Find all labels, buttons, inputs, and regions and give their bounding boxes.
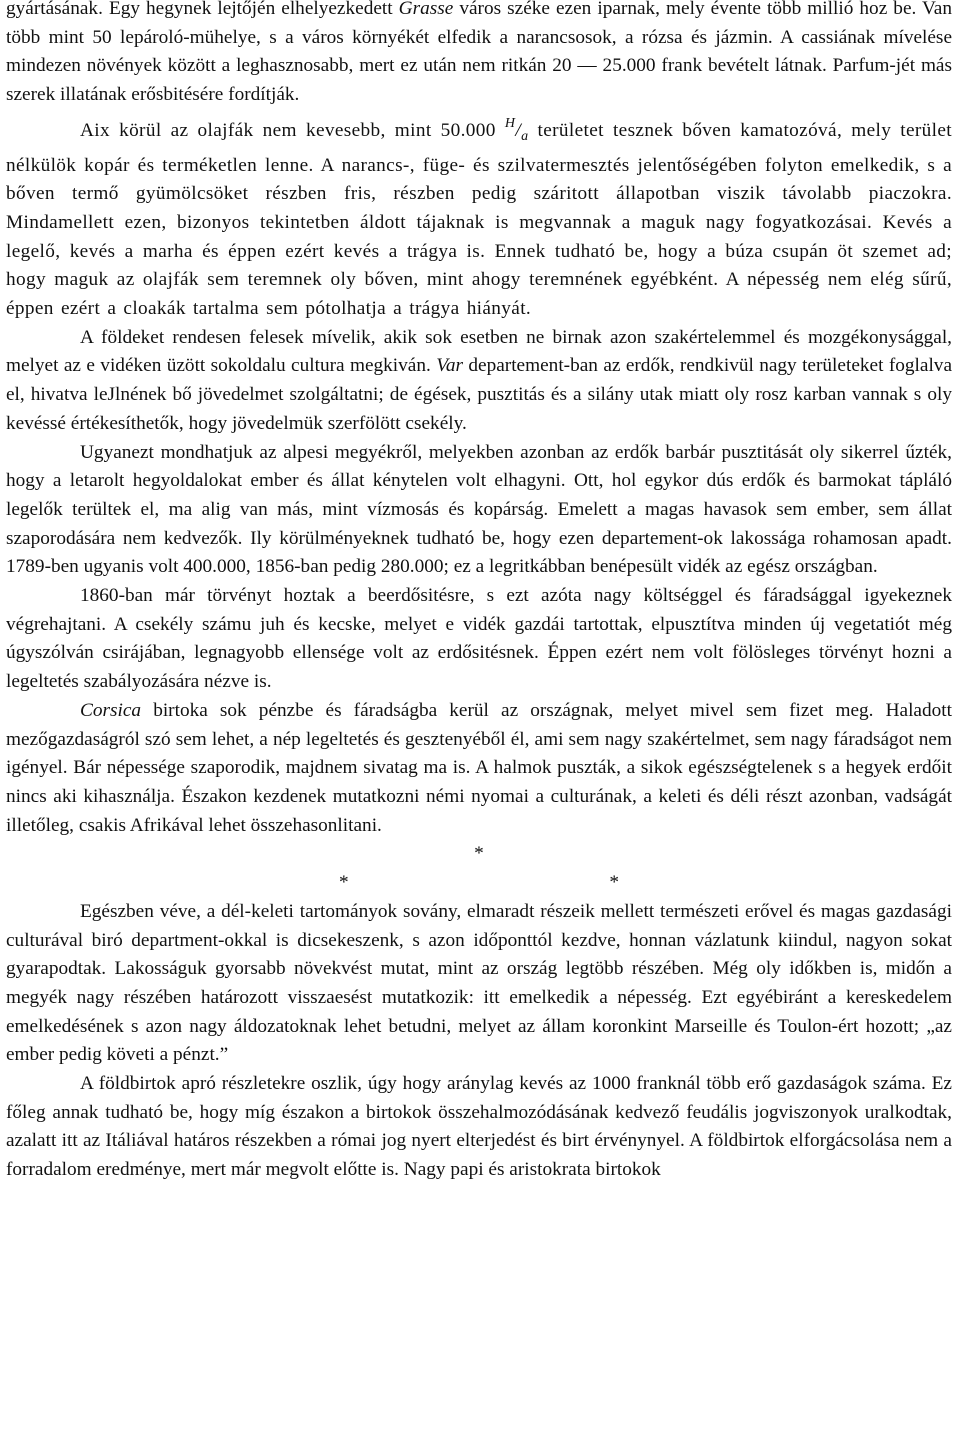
separator-star-left: * — [339, 872, 349, 894]
hectare-numerator: H — [504, 115, 516, 131]
text-run: birtoka sok pénzbe és fáradságba kerül az országnak, melyet mivel sem fizet meg. Haladott mezőgazdaságról szó sem lehet, a nép legeltetés és gesztenyéből él, ami sem nagy szakértelmet, sem nagy fáradságot nem igényel. Bár népessége szaporodik, majdnem sivatag ma is. A halmok puszták, a sikok egészségtelenek s a hegyek erdőit nincs aki kihasználja. Északon kezdenek mutatkozni némi nyomai a culturának, a keleti és déli részt azonban, vadságát illetőleg, csakis Afrikával lehet összehasonlitani. — [6, 699, 952, 836]
hectare-unit — [504, 115, 529, 144]
paragraph-corsica — [6, 697, 952, 841]
separator-star-right: * — [609, 872, 619, 894]
paragraph-aix — [6, 110, 952, 324]
hectare-denominator: a — [521, 128, 529, 144]
text-run: Aix körül az olajfák nem kevesebb, mint 50.000 — [80, 119, 505, 141]
paragraph-1860: 1860-ban már törvényt hoztak a beerdősitésre, s ezt azóta nagy költséggel és fáradsággal igyekeznek végrehajtani. A csekély számu juh és kecske, melyet e vidék gazdái tartottak, elpusztítva minden új vegetatiót még úgyszólván csirájában, legnagyobb ellensége volt az erdősitésnek. Éppen ezért nem volt fölösleges törvényt hozni a legeltetés szabályozására nézve is. — [6, 585, 952, 693]
place-name-corsica: Corsica — [80, 699, 142, 721]
section-separator-top-star: * — [474, 843, 484, 865]
paragraph-grasse — [6, 0, 952, 110]
hectare-slash: / — [515, 119, 522, 141]
paragraph-egeszben: Egészben véve, a dél-keleti tartományok sovány, elmaradt részeik mellett természeti erővel és magas gazdasági culturával biró department-okkal is dicsekeszenk, s azon időponttól kezdve, honnan vázlatunk kiindul, nagyon sokat gyarapodtak. Lakosságuk gyorsabb növekvést mutat, mint az ország legtöbb részében. Még oly időkben is, midőn a megyék nagy részében határozott visszaesést mutatkozik: itt emelkedik a népesség. Ezt egyébiránt a kereskedelem emelkedésének s azon nagy áldozatoknak lehet betudni, melyet az állam koronkint Marseille és Toulon-ért hozott; „az ember pedig követi a pénzt.” — [6, 900, 952, 1066]
paragraph-foldeket — [6, 324, 952, 439]
text-run: területet tesznek bőven kamatozóvá, mely terület nélkülök kopár és terméketlen lenne. A narancs-, füge- és szilvatermesztés jelentőségében folyton emelkedik, s a bőven termő gyümölcsöket részben fris, részben pedig száritott állapotban viszik távolabb piaczokra. Mindamellett ezen, bizonyos tekintetben áldott tájaknak is megvannak a maguk nagy fogyatkozásai. Kevés a legelő, kevés a marha és éppen ezért kevés a trágya is. Ennek tudható be, hogy a búza csupán öt szemet ad; hogy maguk az olajfák sem teremnek oly bőven, mint ahogy teremnének egyébként. A népesség nem elég sűrű, éppen ezért a cloakák tartalma sem pótolhatja a trágya hiányát. — [6, 119, 952, 320]
paragraph-alpesi: Ugyanezt mondhatjuk az alpesi megyékről, melyekben azonban az erdők barbár pusztitását oly sikerrel űzték, hogy a letarolt hegyoldalokat ember és állat kénytelen volt elhagyni. Ott, hol egykor dús erdők és barmokat tápláló legelők terültek el, ma alig van más, mint vízmosás és kopárság. Emelett a magas havasok sem ember, sem állat szaporodására nem kedvezők. Ily körülményeknek tudható be, hogy ezen departement-ok lakossága rohamosan apadt. 1789-ben ugyanis volt 400.000, 1856-ban pedig 280.000; ez a legritkábban benépesült vidék az egész országban. — [6, 441, 952, 578]
text-run: gyártásának. Egy hegynek lejtőjén elhelyezkedett — [6, 0, 399, 19]
text-run: departement-ban az erdők, rendkivül nagy területeket foglalva el, hivatva leJlnének bő jövedelmet szolgáltatni; de égések, pusztitás és a silány utak miatt oly rosz karban vannak s oly kevéssé értékesíthetők, hogy jövedelmük szerfölött csekély. — [6, 355, 953, 434]
place-name-var: Var — [436, 355, 463, 377]
text-run: A földeket rendesen felesek mívelik, akik sok esetben ne birnak azon szakértelemmel és mozgékonysággal, melyet az e vidéken üzött sokoldalu cultura megkiván. — [6, 326, 952, 377]
place-name-grasse: Grasse — [398, 0, 454, 19]
text-run: város széke ezen iparnak, mely évente több millió hoz be. Van több mint 50 lepároló-mühelye, s a város környékét elfedik a narancsosok, a rózsa és jázmin. A cassiának mívelése mindezen növények között a leghasznosabb, mert ez után nem ritkán 20 — 25.000 frank bevételt látnak. Parfum-jét más szerek illatának erősbitésére fordítják. — [6, 0, 952, 106]
paragraph-foldbirtok: A földbirtok apró részletekre oszlik, úgy hogy aránylag kevés az 1000 franknál több erő gazdaságok száma. Ez főleg annak tudható be, hogy míg északon a birtokok összehalmozódásának kedvező feudális jogviszonyok uralkodtak, azalatt itt az Itáliával határos részekben a római jog nyert elterjedést és birt érvénynyel. A földbirtok elforgácsolása nem a forradalom eredménye, mert már megvolt előtte is. Nagy papi és aristokrata birtokok — [6, 1073, 952, 1181]
section-separator-stars — [339, 869, 619, 898]
